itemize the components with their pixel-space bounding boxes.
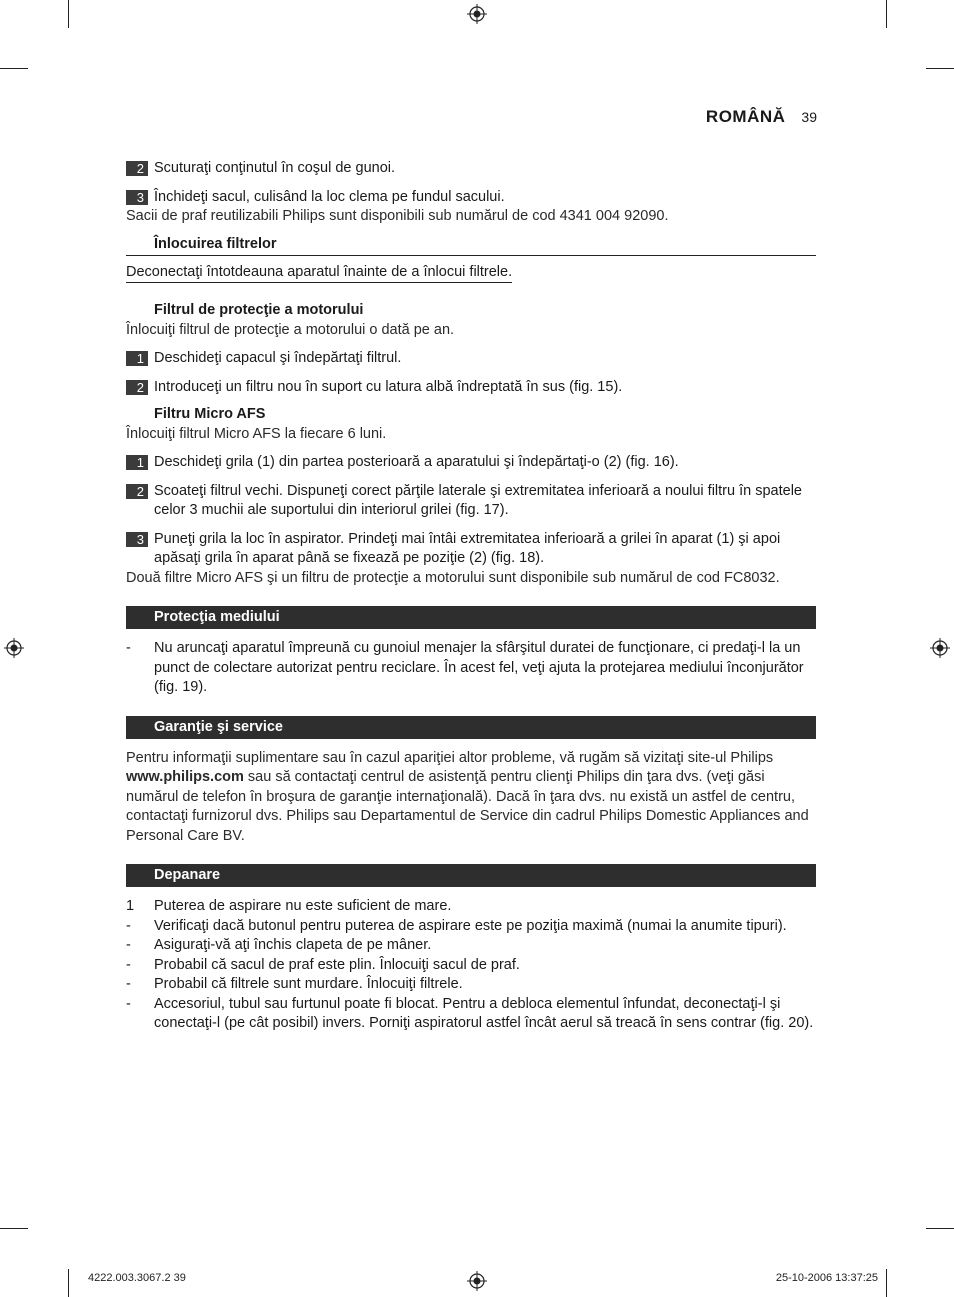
list-marker: - [126,976,131,992]
environment-heading: Protecţia mediului [126,606,816,629]
registration-mark-icon [467,1271,487,1291]
step [126,482,816,521]
step-text: Scuturaţi conţinutul în coşul de gunoi. [154,160,396,176]
step-text: Scoateţi filtrul vechi. Dispuneţi corect părţile laterale şi extremitatea inferioară a noului filtru în spatele celor 3 muchii ale suportului din interiorul grilei (fig. 17). [154,482,802,518]
list-text: Accesoriul, tubul sau furtunul poate fi blocat. Pentru a debloca elementul înfundat, deconectaţi-l şi conectaţi-l (pe cât posibil) invers. Porniţi aspiratorul astfel încât aerul să treacă în sens contrar (fig. 20). [154,995,814,1031]
philips-website-link[interactable]: www.philips.com [126,769,244,785]
filters-heading: Înlocuirea filtrelor [154,235,277,252]
list-marker: - [126,640,131,656]
language-label: ROMÂNĂ [705,107,786,126]
registration-mark-icon [467,4,487,24]
list-marker: - [126,956,131,973]
page-number: 39 [801,109,817,125]
step [126,378,816,398]
crop-mark [926,68,954,69]
list-item [126,995,816,1034]
registration-mark-icon [4,638,24,658]
crop-mark [886,0,887,28]
step-number: 2 [126,380,148,395]
troubleshooting-heading: Depanare [126,864,816,887]
list-item [126,936,816,956]
crop-mark [886,1269,887,1297]
crop-mark [68,1269,69,1297]
crop-mark [0,1228,28,1229]
page-header [706,107,817,127]
motor-filter-heading: Filtrul de protecţie a motorului [154,302,364,318]
registration-mark-icon [930,638,950,658]
list-item [126,917,816,937]
step [126,159,816,179]
step-number: 1 [126,351,148,366]
bags-note: Sacii de praf reutilizabili Philips sunt disponibili sub numărul de cod 4341 004 92090. [126,208,669,224]
crop-mark [926,1228,954,1229]
step [126,349,816,369]
crop-mark [0,68,28,69]
step-number: 3 [126,190,148,205]
list-item [126,975,816,995]
step-text: Puneţi grila la loc în aspirator. Prindeţi mai întâi extremitatea inferioară a grilei în aparat (1) şi apoi apăsaţi grila în aparat până se fixează pe poziţie (2) (fig. 18). [154,530,781,566]
warranty-text-before: Pentru informaţii suplimentare sau în cazul apariţiei altor probleme, vă rugăm să vizitaţi site-ul Philips [126,749,774,766]
step-number: 3 [126,532,148,547]
list-text: Puterea de aspirare nu este suficient de mare. [154,898,452,914]
list-marker: - [126,995,131,1012]
list-text: Asiguraţi-vă aţi închis clapeta de pe mâner. [154,937,432,953]
divider [126,254,816,256]
step-text: Deschideţi capacul şi îndepărtaţi filtrul. [154,350,402,366]
micro-filter-intro: Înlocuiţi filtrul Micro AFS la fiecare 6 luni. [126,425,387,442]
warranty-text [126,749,816,847]
step-number: 2 [126,484,148,499]
footer-left: 4222.003.3067.2 39 [88,1272,186,1284]
step [126,188,816,208]
list-item [126,897,816,917]
step [126,530,816,569]
footer-right: 25-10-2006 13:37:25 [775,1272,878,1284]
list-item [126,956,816,976]
step-text: Deschideţi grila (1) din partea posterioară a aparatului şi îndepărtaţi-o (2) (fig. 16). [154,454,679,470]
list-marker: - [126,937,131,953]
step-number: 1 [126,455,148,470]
warranty-heading: Garanţie şi service [126,716,816,739]
list-item [126,639,816,698]
list-text: Probabil că filtrele sunt murdare. Înlocuiţi filtrele. [154,976,463,992]
list-text: Probabil că sacul de praf este plin. Înlocuiţi sacul de praf. [154,956,520,973]
list-marker: 1 [126,898,135,914]
warranty-text-after: sau să contactaţi centrul de asistenţă pentru clienţi Philips din ţara dvs. (veţi găsi numărul de telefon în broşura de garanţie internaţională). Dacă în ţara dvs. nu există un astfel de centru, contactaţi furnizorul dvs. Philips sau Departamentul de Service din cadrul Philips Domestic Appliances and Personal Care BV. [126,769,809,844]
step-text: Închideţi sacul, culisând la loc clema pe fundul sacului. [154,188,505,205]
step [126,453,816,473]
list-marker: - [126,917,131,934]
micro-filter-note: Două filtre Micro AFS şi un filtru de protecţie a motorului sunt disponibile sub numărul de cod FC8032. [126,569,780,586]
list-text: Nu aruncaţi aparatul împreună cu gunoiul menajer la sfârşitul duratei de funcţionare, ci predaţi-l la un punct de colectare autorizat pentru reciclare. În acest fel, veţi ajuta la protejarea mediului înconjurător (fig. 19). [154,640,804,695]
motor-filter-intro: Înlocuiţi filtrul de protecţie a motorului o dată pe an. [126,321,455,338]
filters-warning: Deconectaţi întotdeauna aparatul înainte de a înlocui filtrele. [126,262,512,283]
troubleshooting-list [126,897,816,1034]
crop-mark [68,0,69,28]
step-text: Introduceţi un filtru nou în suport cu latura albă îndreptată în sus (fig. 15). [154,378,623,395]
step-number: 2 [126,161,148,176]
list-text: Verificaţi dacă butonul pentru puterea de aspirare este pe poziţia maximă (numai la anumite tipuri). [154,917,787,934]
page-content [126,159,816,1034]
micro-filter-heading: Filtru Micro AFS [154,406,266,422]
